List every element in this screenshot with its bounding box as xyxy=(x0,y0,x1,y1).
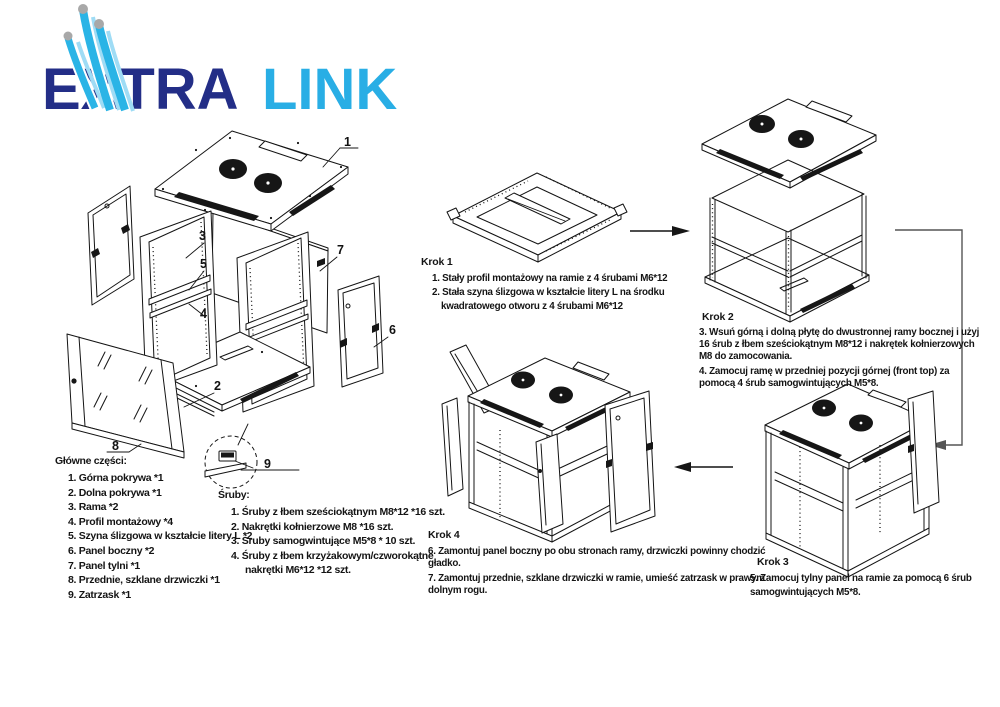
right-side-panel-part xyxy=(338,276,383,387)
screws-list xyxy=(218,489,445,578)
parts-list-item: 2. Dolna pokrywa *1 xyxy=(68,486,162,499)
krok2-line: pomocą 4 śrub samogwintujących M5*8. xyxy=(699,378,879,390)
krok4-line: dolnym rogu. xyxy=(428,585,488,597)
krok1-line: 2. Stała szyna ślizgowa w kształcie litery L na środku xyxy=(432,287,665,299)
krok1-line: 1. Stały profil montażowy na ramie z 4 śrubami M6*12 xyxy=(432,273,668,284)
part-label-3: 3 xyxy=(199,229,206,243)
krok4-title: Krok 4 xyxy=(428,529,460,541)
parts-list-item: 1. Górna pokrywa *1 xyxy=(68,472,164,484)
left-side-panel-insert xyxy=(442,398,463,496)
screws-list-item: 1. Śruby z łbem sześciokątnym M8*12 *16 szt. xyxy=(231,506,445,518)
top-cover-part xyxy=(155,131,348,231)
krok4-line: 7. Zamontuj przednie, szklane drzwiczki w ramie, umieść zatrzask w prawym xyxy=(428,572,765,584)
krok2-drawing xyxy=(702,99,876,322)
left-side-panel-part xyxy=(88,186,134,305)
parts-list-item: 7. Panel tylni *1 xyxy=(68,559,140,572)
krok3-title: Krok 3 xyxy=(757,556,789,568)
screws-list-title: Śruby: xyxy=(218,489,250,501)
right-side-panel-insert xyxy=(605,391,655,532)
part-label-4: 4 xyxy=(200,307,207,321)
krok3-text xyxy=(750,572,972,600)
part-label-7: 7 xyxy=(337,243,344,257)
screws-list-item: 3. Śruby samogwintujące M5*8 * 10 szt. xyxy=(231,535,416,548)
door-lock-icon xyxy=(538,469,542,473)
krok2-text xyxy=(699,327,979,391)
screws-list-item-wrap: nakrętki M6*12 *12 szt. xyxy=(245,564,351,577)
krok4-text xyxy=(428,546,765,597)
logo-word-extra: EXTRA xyxy=(42,57,239,122)
parts-list-title: Główne części: xyxy=(55,455,127,467)
krok1-title: Krok 1 xyxy=(421,256,453,268)
parts-list-item: 3. Rama *2 xyxy=(68,501,119,514)
krok4-line: 6. Zamontuj panel boczny po obu stronach ramy, drzwiczki powinny chodzić xyxy=(428,546,766,557)
arrow-left-icon xyxy=(674,462,691,472)
part-label-6: 6 xyxy=(389,323,396,337)
glass-door-insert xyxy=(536,434,563,533)
krok2-line: 16 śrub z łbem sześciokątnym M8*12 i nakrętek kołnierzowych xyxy=(699,339,975,351)
parts-list-item: 4. Profil montażowy *4 xyxy=(68,515,173,528)
krok3-drawing xyxy=(765,384,939,577)
krok1-text xyxy=(432,272,667,315)
parts-list-item: 8. Przednie, szklane drzwiczki *1 xyxy=(68,574,220,587)
krok4-line: gładko. xyxy=(428,558,461,570)
krok1-line: kwadratowego otworu z 4 śrubami M6*12 xyxy=(441,301,623,313)
part-label-1: 1 xyxy=(344,135,351,149)
parts-list-item: 6. Panel boczny *2 xyxy=(68,544,155,557)
arrow-right-icon xyxy=(672,226,690,236)
krok2-line: 4. Zamocuj ramę w przedniej pozycji górnej (front top) za xyxy=(699,366,950,378)
krok3-line: 5. Zamocuj tylny panel na ramie za pomocą 6 śrub xyxy=(750,573,972,584)
krok1-drawing xyxy=(447,173,627,262)
krok2-title: Krok 2 xyxy=(702,311,734,323)
door-lock-icon xyxy=(71,378,76,383)
screws-list-item: 2. Nakrętki kołnierzowe M8 *16 szt. xyxy=(231,520,394,533)
part-label-5: 5 xyxy=(200,257,207,271)
part-label-9: 9 xyxy=(264,457,271,471)
arrow-krok3-to-krok4 xyxy=(674,462,733,472)
exploded-view-drawing xyxy=(67,131,396,488)
logo-word-link: LINK xyxy=(262,57,398,122)
rear-panel-insert xyxy=(908,391,939,513)
part-label-2: 2 xyxy=(214,379,221,393)
screws-list-item: 4. Śruby z łbem krzyżakowym/czworokątne xyxy=(231,549,434,562)
parts-list-item: 5. Szyna ślizgowa w kształcie litery L *2 xyxy=(68,530,253,543)
krok2-line: 3. Wsuń górną i dolną płytę do dwustronnej ramy bocznej i użyj xyxy=(699,327,980,338)
arrow-krok1-to-krok2 xyxy=(630,226,690,236)
krok3-line: samogwintujących M5*8. xyxy=(750,587,861,599)
parts-list-item: 9. Zatrzask *1 xyxy=(68,588,131,601)
krok4-drawing xyxy=(442,345,655,542)
krok2-line: M8 do zamocowania. xyxy=(699,351,792,363)
part-label-8: 8 xyxy=(112,439,119,453)
